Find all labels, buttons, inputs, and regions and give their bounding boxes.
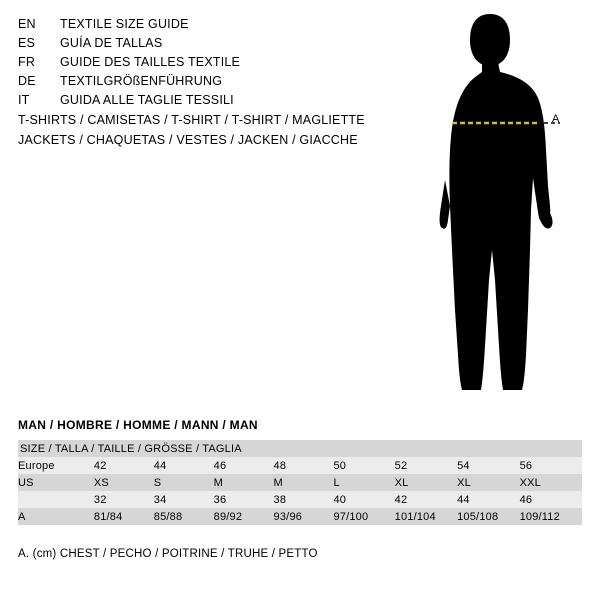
cell-value: 44 bbox=[153, 459, 167, 472]
language-row bbox=[18, 91, 398, 110]
cell-value: 36 bbox=[213, 493, 227, 506]
table-row bbox=[18, 457, 582, 474]
table-header-label: SIZE / TALLA / TAILLE / GRÖSSE / TAGLIA bbox=[20, 442, 242, 455]
table-title: MAN / HOMBRE / HOMME / MANN / MAN bbox=[18, 418, 258, 432]
language-row bbox=[18, 72, 398, 91]
row-label: A bbox=[18, 510, 26, 523]
table-header-row bbox=[18, 440, 582, 457]
table-row bbox=[18, 508, 582, 525]
size-table-wrap bbox=[18, 440, 582, 525]
cell-value: XXL bbox=[519, 476, 541, 489]
cell-value: S bbox=[153, 476, 162, 489]
cell-value: 101/104 bbox=[394, 510, 436, 523]
cell-value: M bbox=[273, 476, 283, 489]
man-silhouette-figure bbox=[400, 10, 600, 410]
cell-value: 52 bbox=[394, 459, 408, 472]
cell-value: 46 bbox=[213, 459, 227, 472]
cell-value: 105/108 bbox=[457, 510, 499, 523]
garment-category-block bbox=[18, 110, 418, 150]
language-row bbox=[18, 34, 398, 53]
cell-value: 38 bbox=[273, 493, 287, 506]
language-row bbox=[18, 15, 398, 34]
row-label: Europe bbox=[18, 459, 55, 472]
row-label: US bbox=[18, 476, 34, 489]
cell-value: 34 bbox=[153, 493, 167, 506]
table-footnote: A. (cm) CHEST / PECHO / POITRINE / TRUHE / PETTO bbox=[18, 548, 318, 560]
cell-value: 44 bbox=[457, 493, 470, 506]
table-row bbox=[18, 491, 582, 508]
language-row bbox=[18, 53, 398, 72]
row-label bbox=[18, 491, 94, 508]
language-code: EN bbox=[18, 17, 36, 31]
silhouette-icon bbox=[400, 10, 600, 410]
language-text: GUIDE DES TAILLES TEXTILE bbox=[60, 55, 241, 69]
category-line-jackets: JACKETS / CHAQUETAS / VESTES / JACKEN / GIACCHE bbox=[18, 133, 358, 147]
cell-value: 97/100 bbox=[333, 510, 369, 523]
cell-value: 42 bbox=[93, 459, 107, 472]
cell-value: XL bbox=[394, 476, 409, 489]
language-code: ES bbox=[18, 36, 36, 50]
category-line-tshirts: T-SHIRTS / CAMISETAS / T-SHIRT / T-SHIRT / MAGLIETTE bbox=[18, 113, 365, 127]
cell-value: 89/92 bbox=[213, 510, 243, 523]
cell-value: 40 bbox=[333, 493, 347, 506]
cell-value: 46 bbox=[519, 493, 533, 506]
cell-value: 54 bbox=[457, 459, 470, 472]
language-code: DE bbox=[18, 74, 36, 88]
language-guide-block bbox=[18, 15, 398, 110]
language-text: GUÍA DE TALLAS bbox=[60, 36, 163, 50]
cell-value: 109/112 bbox=[519, 510, 560, 523]
cell-value: XS bbox=[93, 476, 109, 489]
cell-value: XL bbox=[457, 476, 471, 489]
cell-value: 85/88 bbox=[153, 510, 183, 523]
cell-value: 48 bbox=[273, 459, 287, 472]
cell-value: 50 bbox=[333, 459, 347, 472]
language-text: TEXTILGRÖßENFÜHRUNG bbox=[60, 74, 223, 88]
cell-value: L bbox=[333, 476, 340, 489]
cell-value: 56 bbox=[519, 459, 533, 472]
language-code: IT bbox=[18, 93, 30, 107]
chest-measure-label: A bbox=[552, 113, 560, 125]
cell-value: M bbox=[213, 476, 224, 489]
cell-value: 93/96 bbox=[273, 510, 303, 523]
language-text: GUIDA ALLE TAGLIE TESSILI bbox=[60, 93, 234, 107]
language-text: TEXTILE SIZE GUIDE bbox=[60, 17, 189, 31]
cell-value: 32 bbox=[93, 493, 107, 506]
size-table bbox=[18, 440, 582, 525]
cell-value: 42 bbox=[394, 493, 408, 506]
language-code: FR bbox=[18, 55, 36, 69]
table-row bbox=[18, 474, 582, 491]
cell-value: 81/84 bbox=[93, 510, 123, 523]
